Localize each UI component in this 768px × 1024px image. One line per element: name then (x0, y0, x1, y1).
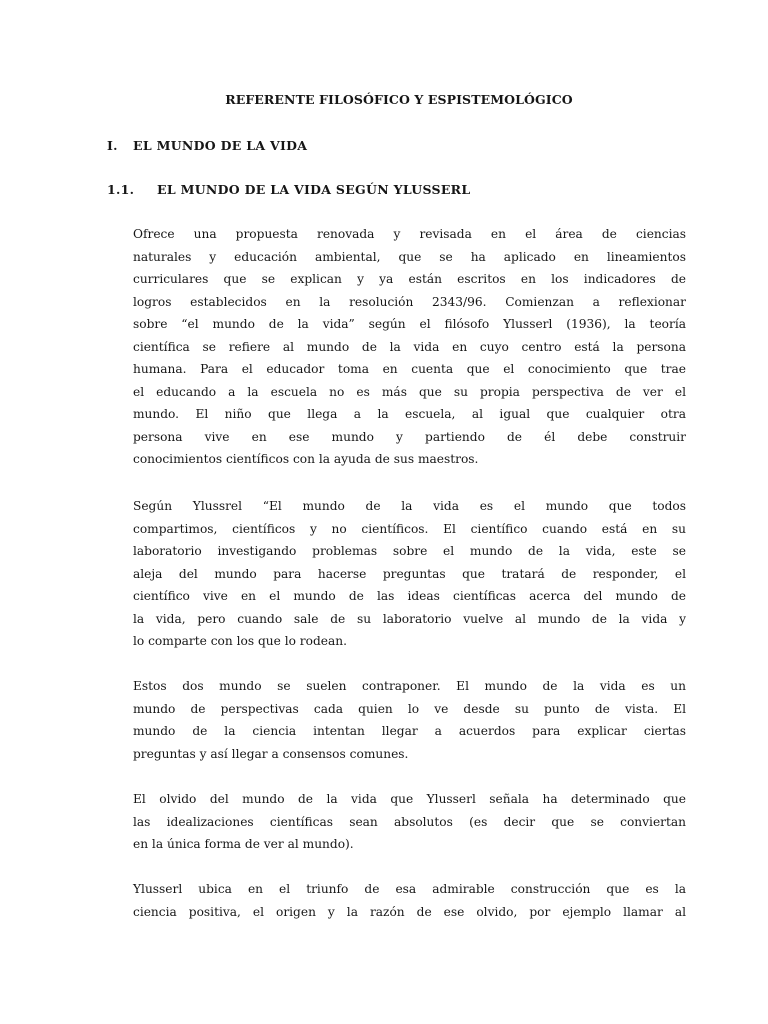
paragraph-line: Estos dos mundo se suelen contraponer. El mundo de la vida es un (133, 679, 686, 693)
paragraph-line: mundo de perspectivas cada quien lo ve desde su punto de vista. El (133, 701, 686, 716)
subsection-heading (107, 182, 470, 197)
paragraph-line: las idealizaciones científicas sean absolutos (es decir que se conviertan (133, 814, 686, 829)
paragraph (133, 495, 686, 653)
paragraph-line: aleja del mundo para hacerse preguntas que tratará de responder, el (133, 566, 686, 581)
paragraph-line: persona vive en ese mundo y partiendo de él debe construir (133, 429, 686, 444)
paragraph-line: preguntas y así llegar a consensos comunes. (133, 746, 409, 761)
paragraph-line: Ofrece una propuesta renovada y revisada en el área de ciencias (133, 227, 686, 241)
paragraph (133, 675, 686, 765)
subsection-number: 1.1. (107, 182, 135, 197)
paragraph-line: ciencia positiva, el origen y la razón de ese olvido, por ejemplo llamar al (133, 904, 686, 919)
paragraph-line: Ylusserl ubica en el triunfo de esa admirable construcción que es la (133, 882, 686, 896)
paragraph (133, 878, 686, 923)
paragraph-line: mundo de la ciencia intentan llegar a acuerdos para explicar ciertas (133, 724, 686, 738)
paragraph-line: humana. Para el educador toma en cuenta que el conocimiento que trae (133, 362, 686, 376)
subsection-title: EL MUNDO DE LA VIDA SEGÚN YLUSSERL (157, 182, 471, 197)
paragraph-line: científico vive en el mundo de las ideas científicas acerca del mundo de (133, 589, 686, 603)
paragraph (133, 788, 686, 856)
paragraph-line: científica se refiere al mundo de la vida en cuyo centro está la persona (133, 339, 686, 354)
paragraph-line: la vida, pero cuando sale de su laboratorio vuelve al mundo de la vida y (133, 611, 686, 626)
section-title: EL MUNDO DE LA VIDA (133, 138, 308, 153)
paragraph-line: compartimos, científicos y no científicos. El científico cuando está en su (133, 521, 686, 536)
paragraph-line: Según Ylussrel “El mundo de la vida es el mundo que todos (133, 499, 686, 513)
section-heading (107, 138, 307, 153)
paragraph-line: mundo. El niño que llega a la escuela, al igual que cualquier otra (133, 407, 686, 421)
paragraph-line: naturales y educación ambiental, que se ha aplicado en lineamientos (133, 249, 686, 264)
section-number: I. (107, 138, 118, 153)
paragraph-line: en la única forma de ver al mundo). (133, 837, 354, 851)
paragraph-line: el educando a la escuela no es más que su propia perspectiva de ver el (133, 384, 686, 399)
paragraph-line: El olvido del mundo de la vida que Ylusserl señala ha determinado que (133, 792, 686, 806)
paragraph-line: curriculares que se explican y ya están escritos en los indicadores de (133, 272, 686, 286)
paragraph-line: lo comparte con los que lo rodean. (133, 634, 347, 648)
paragraph-line: logros establecidos en la resolución 2343/96. Comienzan a reflexionar (133, 294, 686, 309)
paragraph (133, 223, 686, 471)
paragraph-line: laboratorio investigando problemas sobre el mundo de la vida, este se (133, 544, 686, 558)
paragraph-line: conocimientos científicos con la ayuda de sus maestros. (133, 452, 479, 466)
paragraph-line: sobre “el mundo de la vida” según el filósofo Ylusserl (1936), la teoría (133, 317, 686, 331)
document-title: REFERENTE FILOSÓFICO Y ESPISTEMOLÓGICO (225, 92, 573, 107)
